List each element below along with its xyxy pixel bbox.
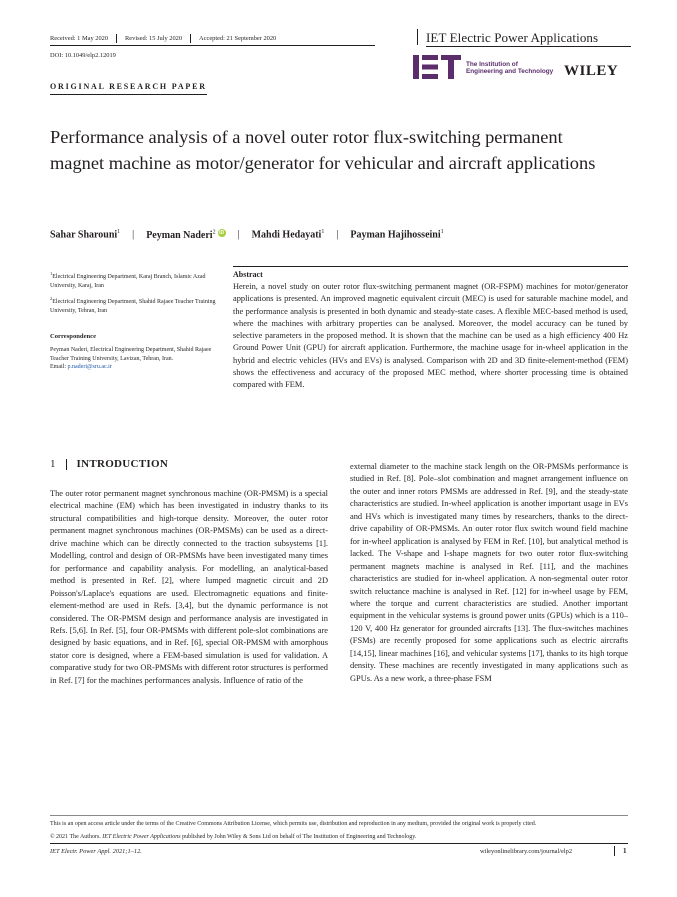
paper-title: Performance analysis of a novel outer rotor flux-switching permanent magnet machine as motor/generator for vehicular and aircraft applications [50, 127, 596, 173]
author[interactable]: Mahdi Hedayati$^1$ [251, 229, 325, 241]
article-type: ORIGINAL RESEARCH PAPER [50, 82, 207, 95]
page-number: 1 [623, 847, 627, 855]
author[interactable]: Sahar Sharouni$^1$ [50, 229, 121, 241]
abstract-text: Herein, a novel study on outer rotor flux-switching permanent magnet (OR-FSPM) machines for motor/generator applications is presented. An improved magnetic equivalent circuit (MEC) is used for saturable machine model, and the performance analysis is presented in both dynamic and steady-state cases. A flexible MEC-based method is used, where the machines with arbitrary properties can be analysed. Moreover, the model accuracy can be tuned by selective parameters in the proposed method. It is shown that the machine can be used as a high efficiency 400 Hz Ground Power Unit (GPU) for aircraft application. Furthermore, the machine usage for in-wheel application in the hybrid and electric vehicles (HVs and EVs) is analysed. Comparison with 2D and 3D finite-element-method (FEM) shows the effectiveness and accuracy of the proposed MEC method, where shorter processing time is obtained compared with FEM. [233, 282, 628, 390]
divider [614, 846, 615, 856]
divider [417, 29, 418, 45]
divider [50, 815, 628, 816]
divider: | [336, 229, 339, 240]
divider [116, 34, 117, 43]
license-note: This is an open access article under the terms of the Creative Commons Attribution License, which permits use, distribution and reproduction in any medium, provided the original work is properly cited. [50, 821, 537, 827]
iet-wordmark: The Institution of Engineering and Technology [466, 61, 554, 76]
author[interactable]: Peyman Naderi$^2$ iD [146, 229, 225, 241]
divider: | [237, 229, 240, 240]
divider [50, 843, 628, 844]
affiliation: $^2$Electrical Engineering Department, Shahid Rajaee Teacher Training University, Tehran, Iran [50, 296, 216, 314]
divider: | [132, 229, 135, 240]
divider [190, 34, 191, 43]
wiley-logo: WILEY [564, 63, 619, 79]
divider [426, 46, 631, 47]
received-date: Received: 1 May 2020 [50, 34, 109, 42]
accepted-date: Accepted: 21 September 2020 [199, 34, 277, 42]
iet-logo-icon [413, 55, 461, 79]
revised-date: Revised: 15 July 2020 [125, 34, 183, 42]
divider [66, 459, 67, 470]
journal-url[interactable]: wileyonlinelibrary.com/journal/elp2 [480, 848, 573, 855]
correspondence-details: Peyman Naderi, Electrical Engineering Department, Shahid Rajaee Teacher Training University, Lavizan, Tehran, Iran. Email: p.naderi@sru.ac.ir [50, 347, 212, 370]
doi[interactable]: DOI: 10.1049/elp2.12019 [50, 52, 116, 59]
email-link[interactable]: p.naderi@sru.ac.ir [67, 364, 112, 370]
affiliation: $^1$Electrical Engineering Department, Karaj Branch, Islamic Azad University, Karaj, Iran [50, 271, 206, 289]
orcid-icon[interactable]: iD [219, 230, 225, 236]
body-column-right: external diameter to the machine stack length on the OR-PMSMs performance is studied in Ref. [8]. Pole–slot combination and magnet arrangement influence on the outer and inner rotors PMSMs are addressed in Ref. [9], and the steady-state characteristics are studied. In-wheel application is another important usage in EVs and HVs which is investigated many times by researchers, thanks to the direct-drive capability of OR-PMSMs. An outer rotor flux switch wound field machine for in-wheel application is analysed by FEM in Ref. [10], but analytical method is lacked. The V-shape and I-shape magnets for two outer rotor flux-switching permanent magnets machine is analysed in Ref. [11], and the machines characteristics are studied for in-wheel application. A non-segmental outer rotor switch reluctance machine is analysed in Ref. [12] for in-wheel usage by FEM, where the torque and current characteristics are studied. Another important equipment in the vehicular systems is ground power units (GPUs) which is a 110–120 V, 400 Hz generator for grounded aircrafts [13]. The flux-switches machines (FSMs) are recently proposed for some applications such as electric aircrafts [14,15], linear machines [16], and vehicular systems [17], thanks to its high torque density. These machines are recently investigated in many applications such as GPUs. As a new work, a three-phase FSM [350, 462, 628, 683]
correspondence-heading: Correspondence [50, 333, 97, 340]
divider [233, 266, 628, 267]
author-list [50, 229, 444, 241]
citation: IET Electr. Power Appl. 2021;1–12. [50, 848, 142, 855]
abstract-heading: Abstract [233, 270, 263, 279]
copyright-line: © 2021 The Authors. IET Electric Power Applications published by John Wiley & Sons Ltd on behalf of The Institution of Engineering and Technology. [50, 834, 417, 840]
section-heading: 1 INTRODUCTION [50, 458, 169, 470]
author[interactable]: Payman Hajihosseini$^1$ [350, 229, 444, 241]
journal-name: IET Electric Power Applications [426, 30, 599, 45]
body-column-left: The outer rotor permanent magnet synchronous machine (OR-PMSM) is a special electrical machine (EM) which has been investigated in industry thanks to its structural compatibilities and high-torque density. Moreover, the outer rotor permanent magnet synchronous machines (OR-PMSMs) can be used as a direct-drive machine which can be directly connected to the traction subsystems [1]. Modelling, control and design of OR-PMSMs have been investigated many times for performance and capability analysis. For modelling, an analytical-based method is presented in Ref. [2], where lumped magnetic circuit and 2D Poisson's/Laplace's equations are used. Electromagnetic equations and finite-element-method are used in Refs. [3,4], but the dynamic performance is not considered. The OR-PMSM design and performance analysis are investigated in Refs. [5,6]. In Ref. [5], four OR-PMSMs with different pole-slot combinations are designed by basic equations, and in Ref. [6], special OR-PMSM with amorphous stator core is designed, where a FEM-based simulation is used for validation. A comparative study for two OR-PMSMs with different rotor structures is performed in Ref. [7] for the machines performances analysis. Influence of ratio of the [50, 489, 328, 685]
history-dates [50, 34, 375, 46]
